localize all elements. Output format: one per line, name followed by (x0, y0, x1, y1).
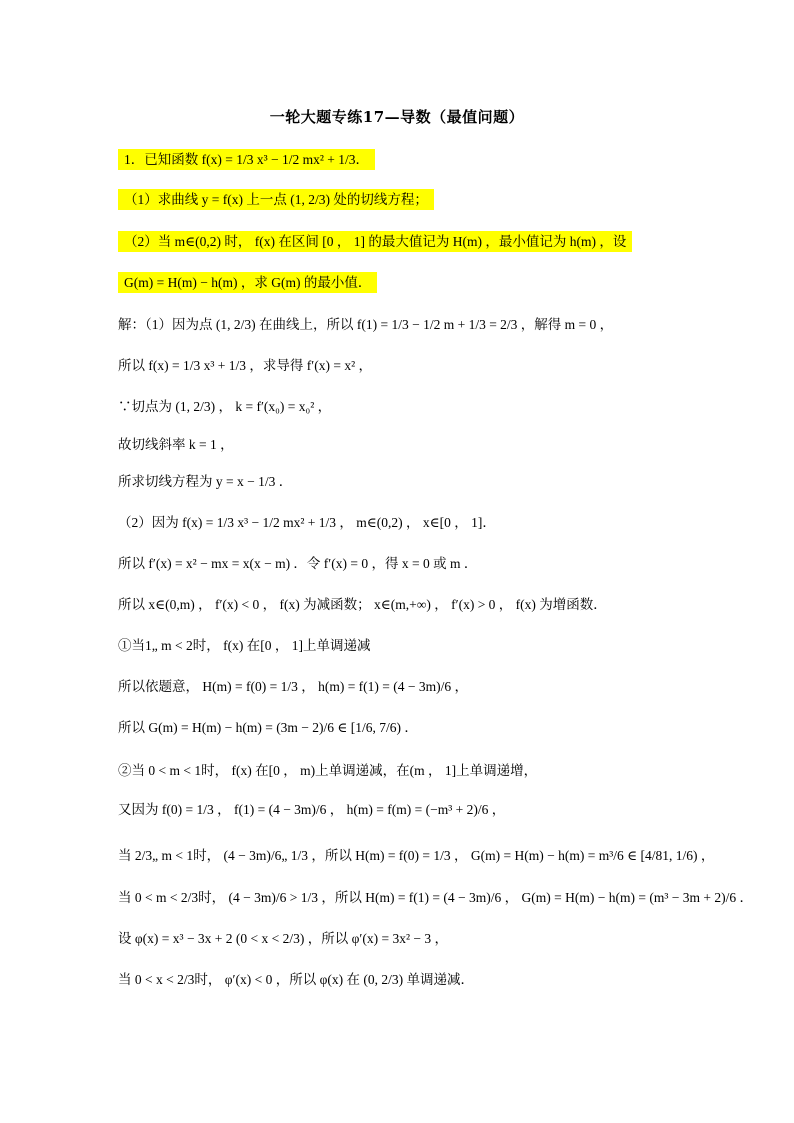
problem-part-2-line-1-text: （2）当 m∈(0,2) 时， f(x) 在区间 [0 ， 1] 的最大值记为 H(m) ，最小值记为 h(m) ，设 (118, 231, 632, 252)
problem-part-1 (118, 190, 434, 210)
solution-line: 所以 f(x) = 1/3 x³ + 1/3 ，求导得 f′(x) = x² ， (118, 358, 372, 373)
solution-line: 故切线斜率 k = 1 ， (118, 437, 234, 452)
problem-part-2-line-2 (118, 273, 377, 293)
solution-line: 当 0 < m < 2/3时， (4 − 3m)/6 > 1/3 ，所以 H(m) = f(1) = (4 − 3m)/6 ， G(m) = H(m) − h(m) = (m³ − 3m + 2)/6 ． (118, 890, 753, 905)
solution-line: 又因为 f(0) = 1/3 ， f(1) = (4 − 3m)/6 ， h(m) = f(m) = (−m³ + 2)/6 ， (118, 802, 506, 817)
solution-line: 所以 f′(x) = x² − mx = x(x − m) ．令 f′(x) = 0 ，得 x = 0 或 m ． (118, 556, 478, 571)
solution-line: 所以 x∈(0,m) ， f′(x) < 0 ， f(x) 为减函数； x∈(m,+∞) ， f′(x) > 0 ， f(x) 为增函数． (118, 597, 607, 612)
problem-part-2-line-2-text: G(m) = H(m) − h(m) ，求 G(m) 的最小值． (118, 272, 377, 293)
problem-part-1-text: （1）求曲线 y = f(x) 上一点 (1, 2/3) 处的切线方程； (118, 189, 434, 210)
solution-line: 解：（1）因为点 (1, 2/3) 在曲线上，所以 f(1) = 1/3 − 1/2 m + 1/3 = 2/3 ，解得 m = 0 ， (118, 317, 614, 332)
solution-line: 所求切线方程为 y = x − 1/3 ． (118, 474, 293, 489)
solution-line: 当 2/3„ m < 1时， (4 − 3m)/6„ 1/3 ，所以 H(m) = f(0) = 1/3 ， G(m) = H(m) − h(m) = m³/6 ∈ [4/81, 1/6) ， (118, 848, 715, 863)
problem-part-2-line-1 (118, 232, 632, 252)
solution-line: ∵切点为 (1, 2/3) ， k = f′(x₀) = x₀² ， (118, 399, 332, 414)
solution-line: 设 φ(x) = x³ − 3x + 2 (0 < x < 2/3) ，所以 φ′(x) = 3x² − 3 ， (118, 931, 449, 946)
solution-line: 当 0 < x < 2/3时， φ′(x) < 0 ，所以 φ(x) 在 (0, 2/3) 单调递减． (118, 972, 474, 987)
problem-statement-text: 1．已知函数 f(x) = 1/3 x³ − 1/2 mx² + 1/3． (118, 149, 375, 170)
solution-line: （2）因为 f(x) = 1/3 x³ − 1/2 mx² + 1/3 ， m∈(0,2) ， x∈[0 ， 1]． (118, 515, 496, 530)
problem-statement (118, 150, 375, 170)
solution-line: 所以依题意， H(m) = f(0) = 1/3 ， h(m) = f(1) = (4 − 3m)/6 ， (118, 679, 469, 694)
page-title: 一轮大题专练17—导数（最值问题） (269, 108, 525, 126)
solution-line: 所以 G(m) = H(m) − h(m) = (3m − 2)/6 ∈ [1/6, 7/6) ． (118, 720, 418, 735)
solution-line: ②当 0 < m < 1时， f(x) 在[0 ， m)上单调递减，在(m ， 1]上单调递增， (118, 763, 538, 778)
solution-line: ①当1„ m < 2时， f(x) 在[0 ， 1]上单调递减 (118, 638, 371, 653)
